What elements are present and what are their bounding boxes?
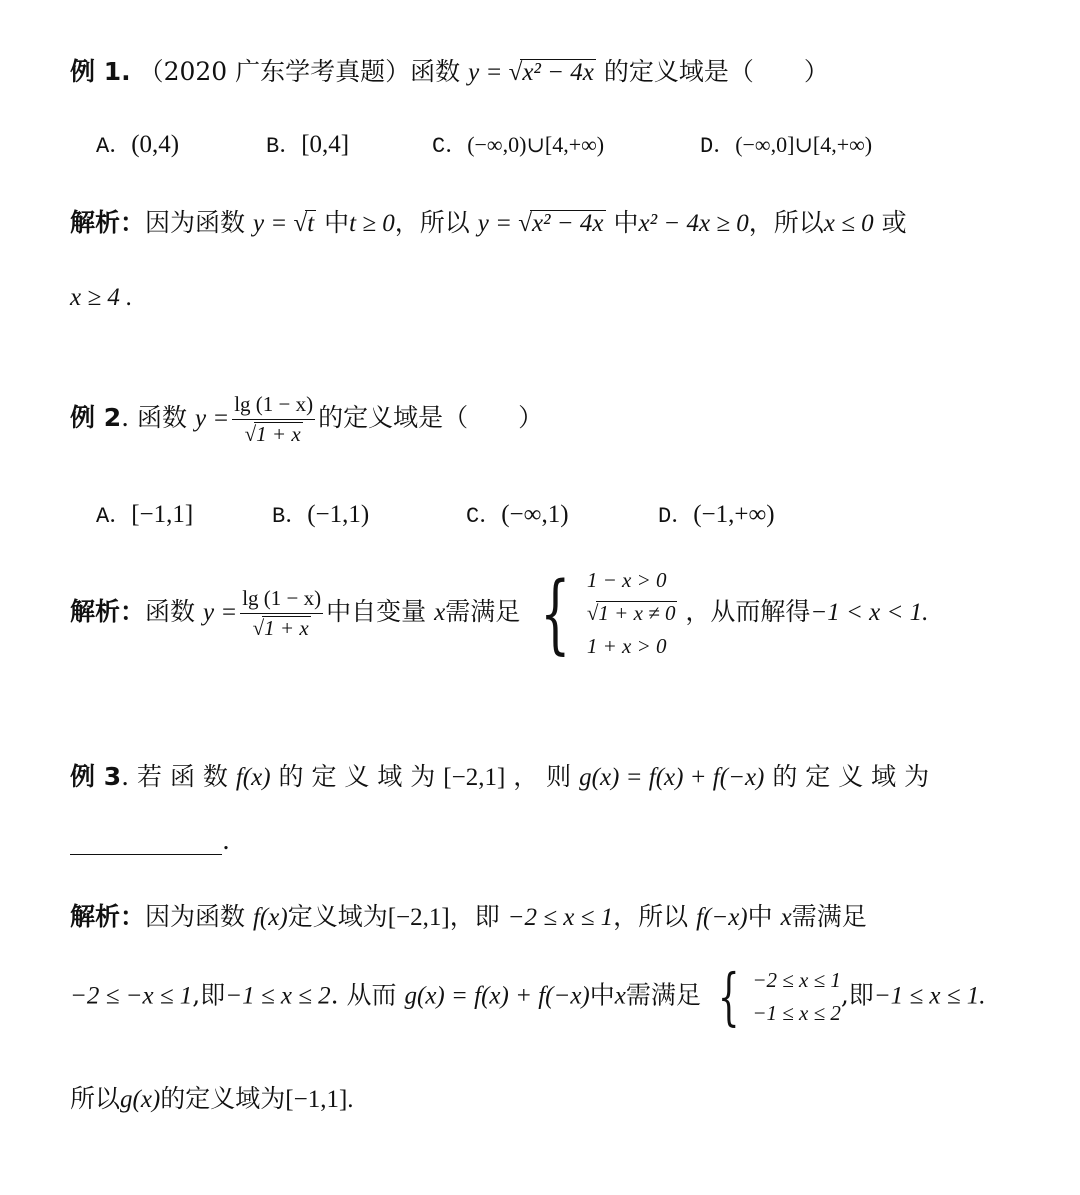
condition-system: { −2 ≤ x ≤ 1 −1 ≤ x ≤ 2 — [717, 960, 841, 1033]
example-2-options — [96, 498, 996, 532]
example-2-label: 例 2 — [70, 403, 122, 432]
condition-system: { 1 − x > 0 √1 + x ≠ 0 1 + x > 0 — [540, 563, 676, 664]
fraction: $\frac{\lg (1 - x)}{√1 + x}$ — [234, 392, 314, 446]
example-1-options — [96, 128, 996, 162]
analysis-label: 解析： — [70, 902, 146, 931]
example-2-stem: 例 2. 函数 y = $\frac{\lg (1 - x)}{√1 + x}$ 的定义域是（ ） — [70, 392, 544, 446]
example-3-conclusion: 所以g(x)的定义域为[−1,1]. — [70, 1084, 354, 1113]
example-3-analysis-line2: −2 ≤ −x ≤ 1,即−1 ≤ x ≤ 2. 从而 g(x) = f(x) + f(−x)中x需满足 { −2 ≤ x ≤ 1 −1 ≤ x ≤ 2 ,即−1 ≤ x ≤ 1. — [70, 960, 986, 1033]
analysis-label: 解析： — [70, 597, 146, 626]
example-1-source: （2020 广东学考真题） — [138, 57, 411, 86]
option-c: C．(−∞,1) — [466, 501, 569, 529]
option-b: B．(−1,1) — [272, 501, 370, 529]
example-3-label: 例 3 — [70, 762, 122, 791]
option-d: D．(−∞,0]∪[4,+∞) — [700, 132, 873, 159]
example-3-stem: 例 3. 若 函 数 f(x) 的 定 义 域 为 [−2,1] ， 则 g(x) = f(x) + f(−x) 的 定 义 域 为 — [70, 762, 930, 791]
example-1-analysis: 解析：因为函数 y = √t 中t ≥ 0，所以 y = √x² − 4x 中x² − 4x ≥ 0，所以x ≤ 0 或 — [70, 208, 907, 237]
option-c: C．(−∞,0)∪[4,+∞) — [432, 132, 605, 159]
analysis-label: 解析： — [70, 208, 146, 237]
blank-line — [70, 832, 222, 855]
answer-blank: . — [70, 826, 230, 855]
option-b: B．[0,4] — [266, 131, 350, 159]
example-1-stem: 例 1. （2020 广东学考真题）函数 y = √x² − 4x 的定义域是（ ） — [70, 57, 829, 86]
option-a: A．[−1,1] — [96, 501, 194, 529]
example-1-label: 例 1 — [70, 57, 122, 86]
example-2-analysis: 解析：函数 y = $\frac{\lg (1 - x)}{√1 + x}$ 中自变量 x需满足 { 1 − x > 0 √1 + x ≠ 0 1 + x > 0 ，从而解得−1 < x < 1. — [70, 563, 929, 664]
option-d: D．(−1,+∞) — [658, 501, 775, 529]
example-1-analysis-line2: x ≥ 4 . — [70, 284, 133, 311]
example-3-analysis: 解析：因为函数 f(x)定义域为[−2,1]，即 −2 ≤ x ≤ 1，所以 f(−x)中 x需满足 — [70, 902, 867, 931]
option-a: A．(0,4) — [96, 131, 180, 159]
